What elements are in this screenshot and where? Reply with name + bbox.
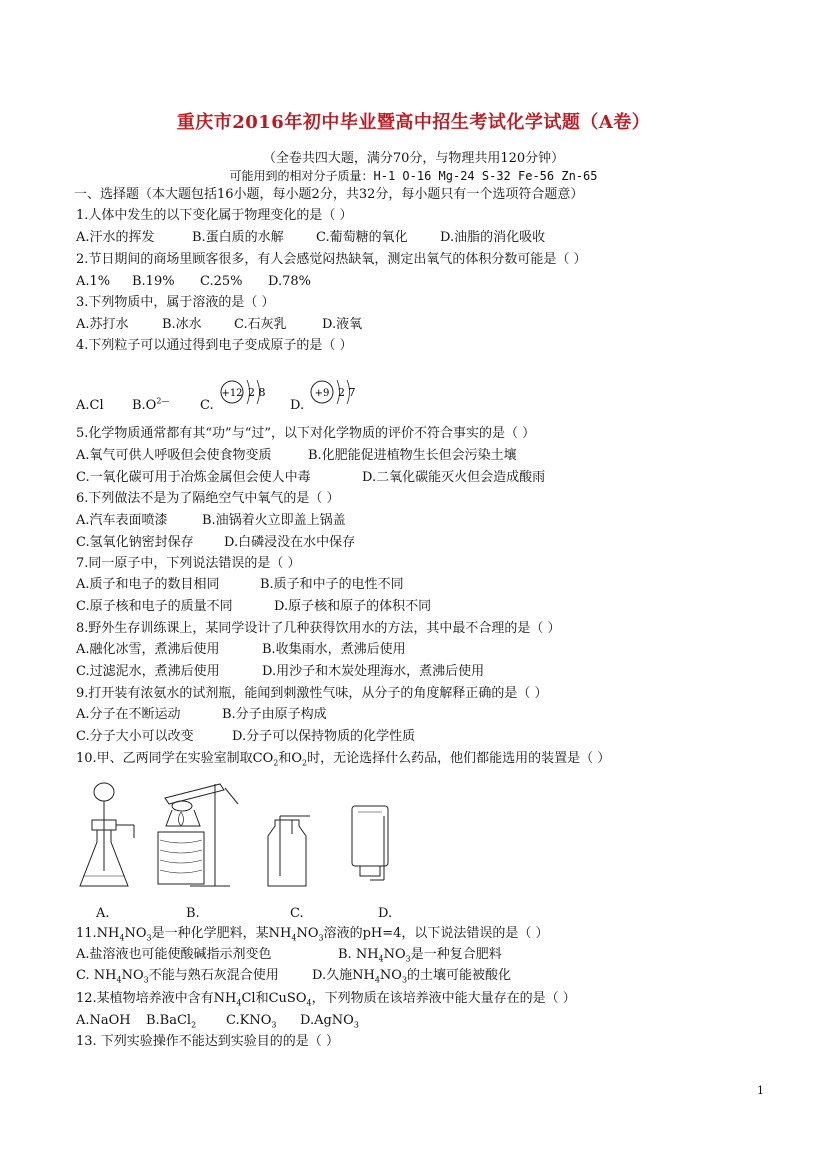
option-d[interactable]: D.久施$NH_4NO_3$的土壤可能被酸化 [312, 968, 512, 985]
question-4-stem: 4.下列粒子可以通过得到电子变成原子的是（ ） [76, 338, 353, 353]
option-c[interactable]: C.分子大小可以改变 [76, 729, 194, 744]
question-8-options-cd [76, 664, 484, 680]
page-number: 1 [757, 1084, 764, 1097]
question-7-options-ab [76, 577, 404, 593]
option-d[interactable]: D.AgNO$_3$ [300, 1013, 359, 1030]
question-1-options [76, 230, 545, 246]
option-b[interactable]: B.蛋白质的水解 [192, 230, 284, 245]
question-5-stem: 5.化学物质通常都有其“功”与“过”，以下对化学物质的评价不符合事实的是（ ） [76, 426, 536, 441]
nucleus-charge: +12 [221, 388, 243, 399]
apparatus-b-heating [158, 784, 238, 886]
question-5-options-cd [76, 470, 545, 486]
question-9-options-ab [76, 707, 327, 723]
nucleus-charge: +9 [314, 388, 330, 399]
option-b[interactable]: B.油锅着火立即盖上锅盖 [202, 513, 346, 528]
option-d[interactable]: D.分子可以保持物质的化学性质 [232, 729, 416, 744]
option-c[interactable]: C.石灰乳 [234, 317, 287, 332]
question-8-options-ab [76, 642, 406, 658]
question-6-stem: 6.下列做法不是为了隔绝空气中氧气的是（ ） [76, 491, 340, 506]
question-9-stem: 9.打开装有浓氨水的试剂瓶，能闻到刺激性气味，从分子的角度解释正确的是（ ） [76, 686, 548, 701]
question-8-stem: 8.野外生存训练课上，某同学设计了几种获得饮用水的方法，其中最不合理的是（ ） [76, 621, 561, 636]
question-5-options-ab [76, 448, 517, 464]
question-6-options-ab [76, 513, 346, 529]
atom-structure-diagram-c [218, 370, 274, 412]
section-heading: 一、选择题（本大题包括16小题，每小题2分，共32分，每小题只有一个选项符合题意） [74, 187, 584, 202]
apparatus-a-flask [80, 783, 134, 886]
option-a[interactable]: A.Cl [76, 398, 104, 413]
question-11-options-ab [76, 947, 502, 963]
option-b[interactable]: B.分子由原子构成 [222, 707, 327, 722]
option-c[interactable]: C.过滤泥水，煮沸后使用 [76, 664, 220, 679]
question-2-options [76, 274, 311, 290]
question-10-options [96, 906, 392, 922]
exam-subtitle: （全卷共四大题，满分70分，与物理共用120分钟） [262, 151, 565, 166]
option-a[interactable]: A.汽车表面喷漆 [76, 513, 168, 528]
option-d[interactable]: D.用沙子和木炭处理海水，煮沸后使用 [262, 664, 485, 679]
option-b[interactable]: $B.O^{2—}$ [132, 396, 170, 413]
option-c[interactable]: C.原子核和电子的质量不同 [76, 599, 233, 614]
option-a[interactable]: A.NaOH [76, 1013, 131, 1028]
question-13-stem: 13. 下列实验操作不能达到实验目的的是（ ） [76, 1034, 339, 1049]
question-10-stem: 10.甲、乙两同学在实验室制取$CO_2$和$O_2$时，无论选择什么药品，他们都能选用的装置是（ ） [76, 751, 611, 768]
option-c[interactable]: C. $NH_4NO_3$不能与熟石灰混合使用 [76, 968, 279, 985]
option-b[interactable]: B. [186, 906, 200, 921]
electron-shells: 2 8 [248, 386, 266, 399]
question-3-stem: 3.下列物质中，属于溶液的是（ ） [76, 295, 275, 310]
apparatus-d-bottle [352, 806, 388, 880]
option-d[interactable]: D. [378, 906, 393, 921]
option-c[interactable]: C.葡萄糖的氧化 [316, 230, 408, 245]
option-d[interactable]: D.原子核和原子的体积不同 [274, 599, 432, 614]
question-1-stem: 1.人体中发生的以下变化属于物理变化的是（ ） [76, 208, 353, 223]
question-11-stem: $11.NH_4NO_3$是一种化学肥料，某$NH_4NO_3$溶液的pH=4，以下说法错误的是（ ） [76, 926, 549, 943]
exam-title: 重庆市2016年初中毕业暨高中招生考试化学试题（A卷） [176, 112, 651, 133]
question-6-options-cd [76, 535, 355, 551]
question-2-stem: 2.节日期间的商场里顾客很多，有人会感觉闷热缺氧，测定出氧气的体积分数可能是（ ） [76, 252, 587, 267]
option-a[interactable]: A.汗水的挥发 [76, 230, 155, 245]
apparatus-diagrams [70, 776, 400, 896]
option-c[interactable]: C.一氧化碳可用于冶炼金属但会使人中毒 [76, 470, 311, 485]
option-a[interactable]: A.分子在不断运动 [76, 707, 181, 722]
option-a[interactable]: A.苏打水 [76, 317, 129, 332]
option-d[interactable]: D. [290, 398, 305, 413]
option-b[interactable]: B.质子和中子的电性不同 [260, 577, 404, 592]
option-d[interactable]: D.二氧化碳能灭火但会造成酸雨 [362, 470, 546, 485]
option-c[interactable]: C.氢氧化钠密封保存 [76, 535, 194, 550]
option-a[interactable]: A.融化冰雪，煮沸后使用 [76, 642, 220, 657]
option-d[interactable]: D.油脂的消化吸收 [440, 230, 546, 245]
question-9-options-cd [76, 729, 415, 745]
atom-structure-diagram-d [308, 370, 364, 412]
option-c[interactable]: $C.KNO_3$ [226, 1013, 277, 1030]
option-a[interactable]: A.氧气可供人呼吸但会使食物变质 [76, 448, 272, 463]
option-b[interactable]: B. $NH_4NO_3$是一种复合肥料 [338, 947, 502, 964]
option-a[interactable]: A.1% [76, 274, 111, 289]
atomic-masses: 可能用到的相对分子质量：H-1 O-16 Mg-24 S-32 Fe-56 Zn-65 [229, 169, 598, 183]
apparatus-c-bottle [268, 816, 310, 886]
option-b[interactable]: B.19% [132, 274, 175, 289]
option-c[interactable]: C.25% [200, 274, 243, 289]
option-a[interactable]: A.盐溶液也可能使酸碱指示剂变色 [76, 947, 272, 962]
option-c[interactable]: C. [200, 398, 214, 413]
electron-shells: 2 7 [338, 386, 356, 399]
option-b[interactable]: B.化肥能促进植物生长但会污染土壤 [308, 448, 517, 463]
question-3-options [76, 317, 362, 333]
question-12-options [76, 1013, 359, 1029]
option-a[interactable]: A.质子和电子的数目相同 [76, 577, 220, 592]
option-b[interactable]: B.冰水 [162, 317, 202, 332]
option-b[interactable]: B.BaCl$_2$ [146, 1013, 197, 1030]
question-11-options-cd [76, 968, 511, 984]
option-d[interactable]: D.白磷浸没在水中保存 [224, 535, 356, 550]
question-7-options-cd [76, 599, 431, 615]
option-c[interactable]: C. [290, 906, 304, 921]
option-b[interactable]: B.收集雨水，煮沸后使用 [262, 642, 406, 657]
option-d[interactable]: D.78% [268, 274, 311, 289]
option-d[interactable]: D.液氧 [322, 317, 363, 332]
question-7-stem: 7.同一原子中，下列说法错误的是（ ） [76, 556, 301, 571]
question-12-stem: 12.某植物培养液中含有$NH_4Cl$和CuSO$_4$，下列物质在该培养液中能大量存在的是（ ） [76, 991, 576, 1008]
option-a[interactable]: A. [96, 906, 110, 921]
